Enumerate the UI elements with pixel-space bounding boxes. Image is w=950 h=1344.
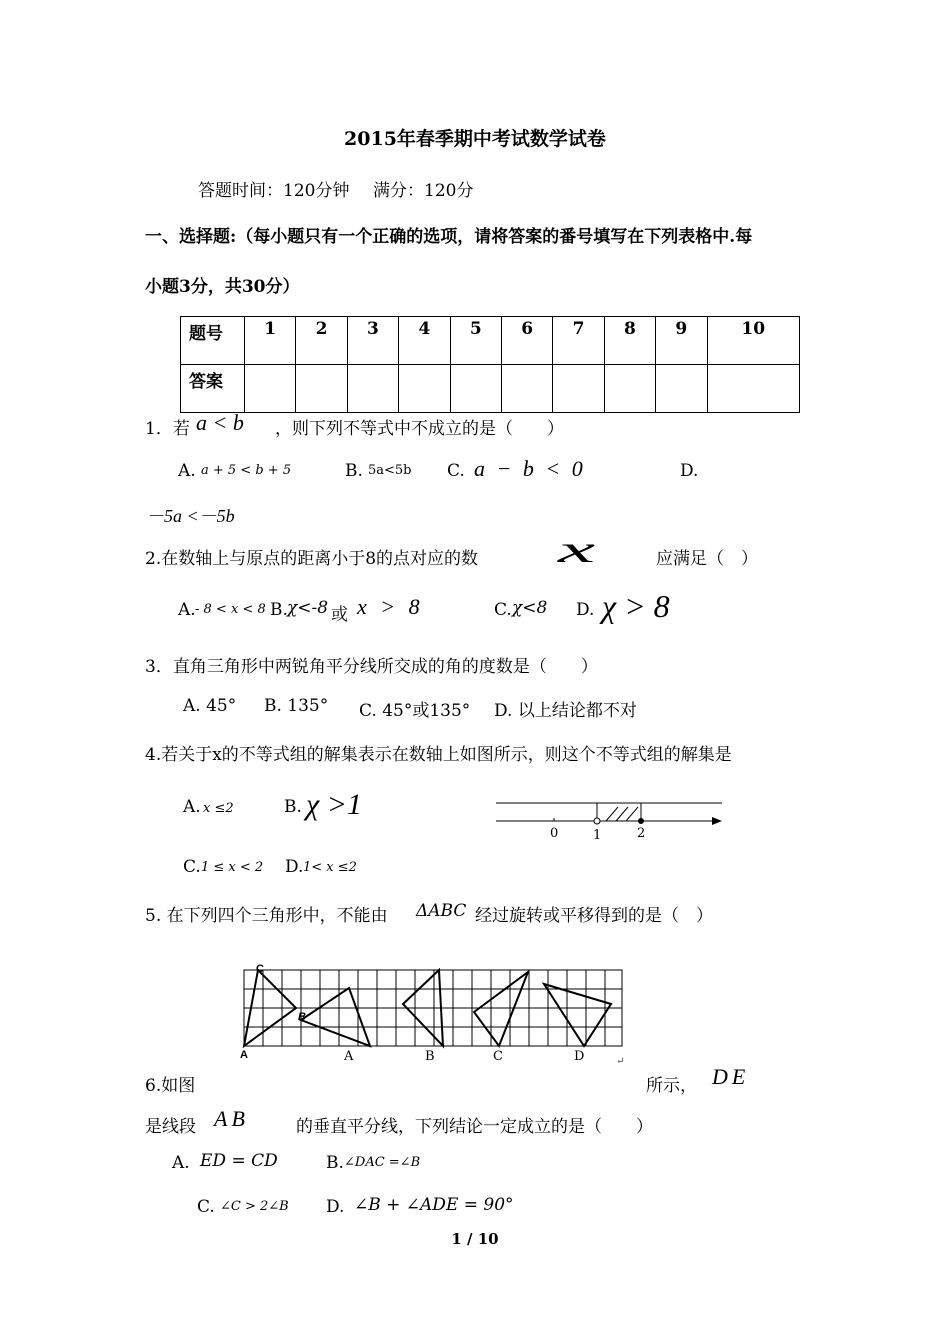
table-row — [181, 365, 800, 413]
number-line-figure — [490, 795, 730, 845]
answer-table — [180, 316, 800, 413]
q2-variable: x — [558, 529, 596, 571]
q4-option-a-expr: x ≤2 — [203, 801, 234, 816]
q4-option-b-label: B. — [284, 797, 302, 817]
q2-option-b-expr1: χ<-8 — [287, 598, 329, 618]
q2-stem-end: 应满足（ ） — [656, 549, 758, 569]
q6-option-c-label: C. — [197, 1197, 215, 1217]
answer-cell[interactable] — [245, 365, 296, 413]
q4-option-c-label: C. — [183, 857, 201, 877]
q4-option-b-expr: χ >1 — [306, 788, 362, 821]
hatch-line — [616, 807, 628, 821]
q6-line2-a: 是线段 — [145, 1117, 196, 1137]
triangle-c — [474, 972, 528, 1046]
axis-label-2: 2 — [637, 826, 646, 841]
q6-option-a-label: A. — [172, 1153, 190, 1173]
exam-time: 答题时间：120分钟 — [198, 181, 350, 201]
q1-option-d-label: D. — [680, 461, 699, 481]
question-number-cell: 4 — [399, 317, 450, 365]
q1-option-d-expr: －5a <－5b — [146, 506, 235, 526]
answer-cell[interactable] — [399, 365, 450, 413]
closed-point — [638, 818, 644, 824]
q2-option-b-label: B. — [270, 600, 288, 620]
question-number-cell: 5 — [450, 317, 501, 365]
triangle-d — [544, 984, 611, 1046]
return-mark-icon: ↵ — [616, 1056, 625, 1067]
q6-option-a-expr: ED = CD — [200, 1151, 278, 1171]
q5-stem-b: 经过旋转或平移得到的是（ ） — [475, 906, 713, 926]
q6-left: 6.如图 — [145, 1076, 196, 1096]
page-title: 2015年春季期中考试数学试卷 — [344, 128, 606, 150]
solution-bracket — [597, 803, 641, 821]
open-point — [594, 818, 600, 824]
question-number-cell: 10 — [707, 317, 799, 365]
axis-arrow-icon — [712, 817, 722, 825]
section1-heading-line1: 一、选择题:（每小题只有一个正确的选项，请将答案的番号填写在下列表格中.每 — [145, 227, 753, 247]
section1-heading-line2: 小题3分，共30分） — [145, 277, 300, 297]
q6-segment-de: DE — [712, 1064, 750, 1089]
answer-cell[interactable] — [347, 365, 398, 413]
q2-option-d-label: D. — [576, 600, 595, 620]
option-label-d: D — [574, 1049, 585, 1064]
q1-option-c-expr: a − b < 0 — [474, 456, 586, 481]
option-label-b: B — [425, 1049, 435, 1064]
q2-option-a-expr: - 8 < x < 8 — [195, 602, 266, 617]
vertex-label-c: C — [256, 963, 264, 975]
q3-option-d: D. 以上结论都不对 — [494, 701, 637, 721]
axis-label-1: 1 — [593, 828, 602, 843]
hatch-line — [606, 807, 618, 821]
q1-condition: a < b — [196, 410, 244, 435]
question-number-cell: 2 — [296, 317, 347, 365]
question-number-cell: 9 — [656, 317, 707, 365]
triangle-grid-figure — [236, 960, 636, 1070]
question-number-cell: 8 — [604, 317, 655, 365]
q2-option-d-expr: χ > 8 — [602, 588, 670, 624]
vertex-label-a: A — [240, 1049, 248, 1061]
q6-option-c-expr: ∠C > 2∠B — [220, 1199, 289, 1214]
q4-option-d-expr: 1< x ≤2 — [303, 860, 357, 875]
q6-right: 所示， — [646, 1076, 697, 1096]
q6-line2-b: 的垂直平分线，下列结论一定成立的是（ ） — [296, 1117, 653, 1137]
option-label-a: A — [344, 1049, 354, 1064]
q6-option-b-expr: ∠DAC =∠B — [344, 1155, 421, 1170]
table-header-cell: 答案 — [181, 365, 245, 413]
q2-option-c-expr: χ<8 — [512, 598, 548, 618]
q6-option-d-expr: ∠B + ∠ADE = 90° — [354, 1195, 514, 1215]
q3-option-b: B. 135° — [264, 696, 329, 716]
q2-option-b-expr2: x > 8 — [357, 594, 424, 619]
answer-cell[interactable] — [604, 365, 655, 413]
q6-option-b-label: B. — [326, 1153, 344, 1173]
q1-option-c-label: C. — [447, 461, 465, 481]
q2-option-b-or: 或 — [331, 605, 348, 625]
exam-score: 满分：120分 — [373, 181, 474, 201]
table-row — [181, 317, 800, 365]
question-number-cell: 6 — [501, 317, 552, 365]
q2-option-a-label: A. — [178, 600, 196, 620]
answer-cell[interactable] — [553, 365, 604, 413]
q1-option-a-expr: a + 5 < b + 5 — [201, 463, 292, 478]
option-label-c: C — [493, 1049, 503, 1064]
q3-stem: 3．直角三角形中两锐角平分线所交成的角的度数是（ ） — [145, 657, 598, 677]
table-header-cell: 题号 — [181, 317, 245, 365]
answer-cell[interactable] — [707, 365, 799, 413]
page-number: 1 / 10 — [451, 1230, 499, 1248]
triangle-a — [301, 988, 370, 1046]
answer-cell[interactable] — [450, 365, 501, 413]
q1-option-b-label: B. — [345, 461, 363, 481]
q2-stem: 2.在数轴上与原点的距离小于8的点对应的数 — [145, 549, 479, 569]
vertex-label-b: B — [298, 1011, 306, 1023]
q1-option-a-label: A. — [178, 461, 196, 481]
axis-label-0: 0 — [550, 826, 559, 841]
hatch-line — [626, 807, 638, 821]
q4-option-a-label: A. — [183, 797, 201, 817]
q2-option-c-label: C. — [494, 600, 512, 620]
q4-option-d-label: D. — [285, 857, 304, 877]
q1-suffix: ，则下列不等式中不成立的是（ ） — [275, 419, 564, 439]
question-number-cell: 3 — [347, 317, 398, 365]
q3-option-c: C. 45°或135° — [359, 701, 471, 721]
q5-triangle: ΔABC — [416, 901, 467, 921]
answer-cell[interactable] — [501, 365, 552, 413]
q3-option-a: A. 45° — [183, 696, 237, 716]
answer-cell[interactable] — [296, 365, 347, 413]
question-number-cell: 1 — [245, 317, 296, 365]
q4-stem: 4.若关于x的不等式组的解集表示在数轴上如图所示，则这个不等式组的解集是 — [145, 745, 732, 765]
question-number-cell: 7 — [553, 317, 604, 365]
q6-option-d-label: D. — [326, 1197, 345, 1217]
q1-prefix: 1．若 — [145, 419, 190, 439]
q4-option-c-expr: 1 ≤ x < 2 — [201, 860, 264, 875]
q1-option-b-expr: 5a<5b — [368, 463, 412, 478]
q6-segment-ab: AB — [214, 1106, 249, 1131]
answer-cell[interactable] — [656, 365, 707, 413]
q5-stem-a: 5. 在下列四个三角形中，不能由 — [145, 906, 388, 926]
